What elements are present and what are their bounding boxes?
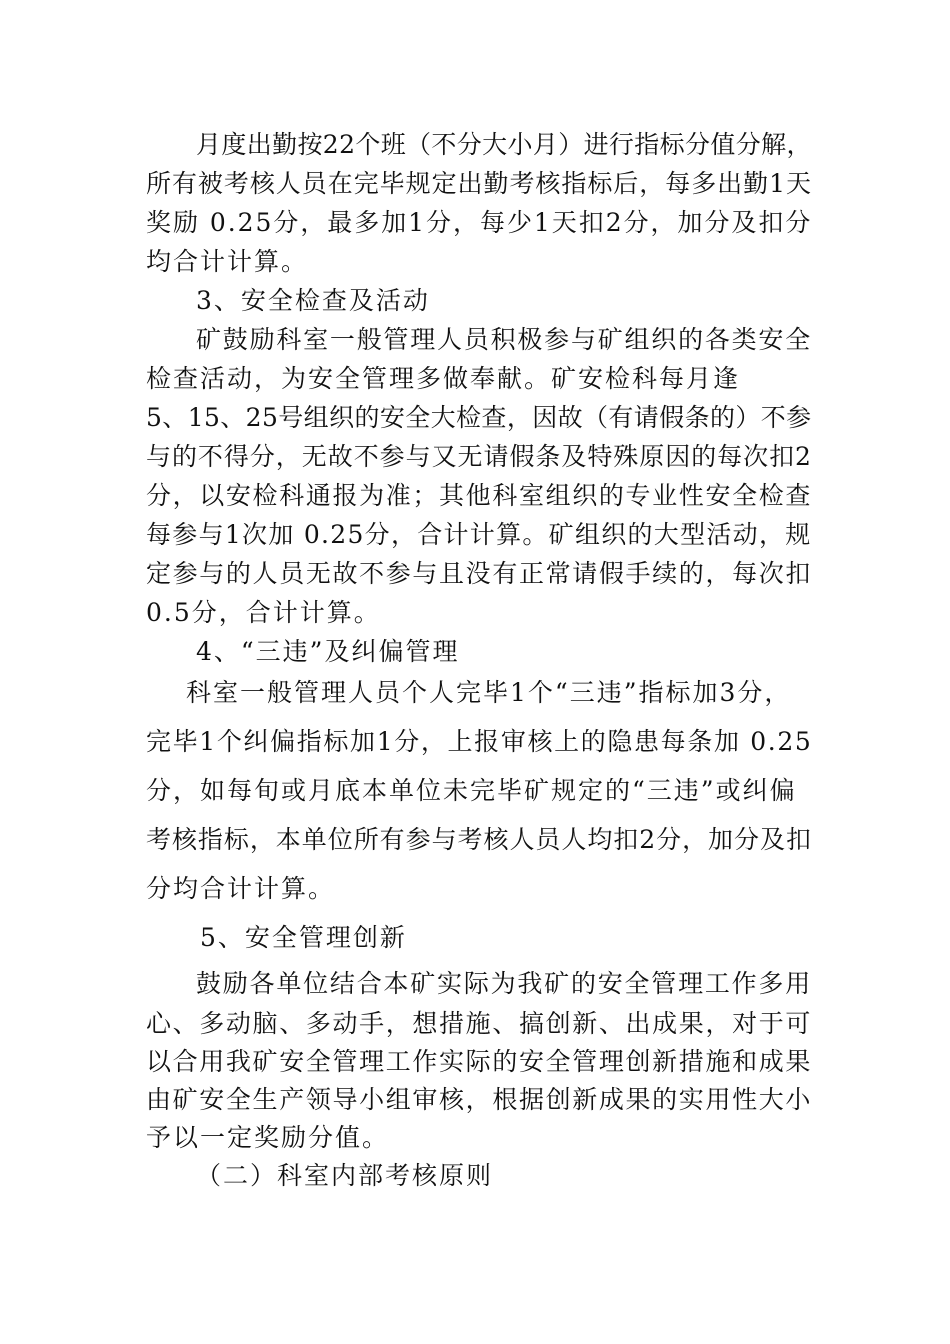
text-line: 鼓励各单位结合本矿实际为我矿的安全管理工作多用 [196, 969, 813, 998]
text-line: 由矿安全生产领导小组审核，根据创新成果的实用性大小 [146, 1085, 813, 1114]
section-heading: 4、“三违”及纠偏管理 [196, 637, 460, 666]
text-line: 分，如每旬或月底本单位未完毕矿规定的“三违”或纠偏 [146, 776, 797, 805]
section-heading: 5、安全管理创新 [200, 923, 407, 952]
text-line: 均合计计算。 [146, 247, 309, 276]
text-line: 所有被考核人员在完毕规定出勤考核指标后，每多出勤1天 [146, 169, 812, 198]
text-line: 奖励 0.25分，最多加1分，每少1天扣2分，加分及扣分 [146, 208, 813, 237]
text-line: 矿鼓励科室一般管理人员积极参与矿组织的各类安全 [196, 325, 813, 354]
text-line: 考核指标，本单位所有参与考核人员人均扣2分，加分及扣 [146, 825, 812, 854]
text-line: 5、15、25号组织的安全大检查，因故（有请假条的）不参 [146, 403, 812, 432]
text-line: 分均合计计算。 [146, 874, 336, 903]
text-line: 科室一般管理人员个人完毕1个“三违”指标加3分， [186, 678, 792, 707]
text-line: 与的不得分，无故不参与又无请假条及特殊原因的每次扣2 [146, 442, 812, 471]
text-line: 0.5分，合计计算。 [146, 598, 381, 627]
text-line: 完毕1个纠偏指标加1分，上报审核上的隐患每条加 0.25 [146, 727, 813, 756]
section-heading: 3、安全检查及活动 [196, 286, 430, 315]
text-line: 定参与的人员无故不参与且没有正常请假手续的，每次扣 [146, 559, 813, 588]
section-heading: （二）科室内部考核原则 [196, 1161, 494, 1190]
text-line: 检查活动，为安全管理多做奉献。矿安检科每月逢 [146, 364, 741, 393]
text-line: 分，以安检科通报为准；其他科室组织的专业性安全检查 [146, 481, 813, 510]
text-line: 予以一定奖励分值。 [146, 1123, 390, 1152]
text-line: 以合用我矿安全管理工作实际的安全管理创新措施和成果 [146, 1047, 813, 1076]
text-line: 心、多动脑、多动手，想措施、搞创新、出成果，对于可 [146, 1009, 813, 1038]
text-line: 每参与1次加 0.25分，合计计算。矿组织的大型活动，规 [146, 520, 812, 549]
text-line: 月度出勤按22个班（不分大小月）进行指标分值分解， [196, 130, 812, 159]
